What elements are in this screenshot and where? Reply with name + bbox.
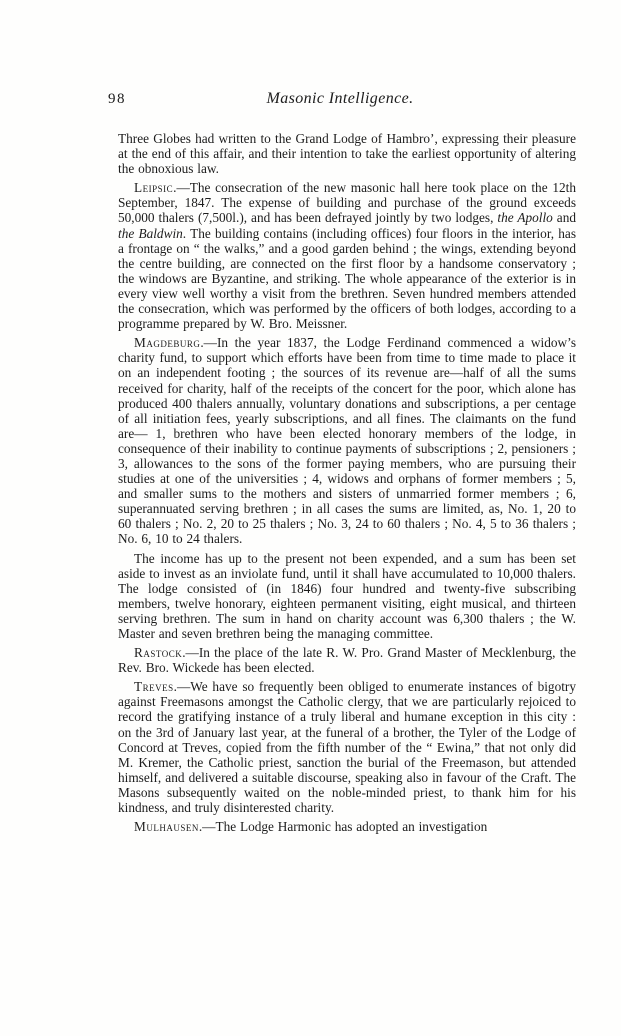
place-name-treves: Treves: [134, 679, 174, 695]
paragraph-treves: [118, 679, 576, 815]
place-name-rastock: Rastock: [134, 645, 183, 661]
paragraph-income: [118, 551, 576, 642]
article-body: [118, 131, 576, 834]
paragraph-text: .—We have so frequently been obliged to enumerate instances of bigotry against Freemasons amongst the Catholic clergy, that we are particularly rejoiced to record the gratifying instance of a truly liberal and humane exception in this city : on the 3rd of January last year, at the funeral of a brother, the Tyler of the Lodge of Concord at Treves, copied from the fifth number of the “ Ewina,” that not only did M. Kremer, the Catholic priest, sanction the burial of the Freemason, but attended himself, and delivered a suitable discourse, speaking also in favour of the Craft. The Masons subsequently waited on the noble-minded priest, to thank him for his kindness, and truly disinterested charity.: [118, 679, 576, 816]
paragraph-text: and: [552, 210, 576, 226]
running-title: Masonic Intelligence.: [266, 90, 414, 107]
page-header: [108, 90, 576, 110]
lodge-name-apollo: the Apollo: [497, 210, 553, 226]
paragraph-text: .—In the year 1837, the Lodge Ferdinand commenced a widow’s charity fund, to support which efforts have been from time to time made to place it on an independent footing ; the sources of its revenue are—half of all the sums received for charity, half of the receipts of the concert for the poor, which alone has produced 400 thalers annually, voluntary donations and subscriptions, a per centage of all initiation fees, yearly subscriptions, and all fines. The claimants on the fund are— 1, brethren who have been elected honorary members of the lodge, in consequence of their inability to continue payments of subscriptions ; 2, pensioners ; 3, allowances to the sons of the former paying members, who are pursuing their studies at one of the universities ; 4, widows and orphans of former members ; 5, and smaller sums to the mothers and sisters of unmarried former members ; 6, superannuated serving brethren ; in all cases the sums are limited, as, No. 1, 20 to 60 thalers ; No. 2, 20 to 25 thalers ; No. 3, 24 to 60 thalers ; No. 4, 5 to 36 thalers ; No. 6, 10 to 24 thalers.: [118, 335, 576, 547]
page-content: [108, 90, 576, 835]
page-number: 98: [108, 91, 126, 107]
paragraph-text: .—In the place of the late R. W. Pro. Grand Master of Mecklenburg, the Rev. Bro. Wickede has been elected.: [118, 645, 576, 676]
place-name-magdeburg: Magdeburg: [134, 335, 201, 351]
paragraph-text: Three Globes had written to the Grand Lodge of Hambro’, expressing their pleasure at the end of this affair, and their intention to take the earliest opportunity of altering the obnoxious law.: [118, 131, 576, 177]
lodge-name-baldwin: the Baldwin: [118, 225, 183, 241]
paragraph-text: . The building contains (including offices) four floors in the interior, has a frontage on “ the walks,” and a good garden behind ; the wings, extending beyond the centre building, are connected on the first floor by a handsome conservatory ; the windows are Byzantine, and striking. The whole appearance of the exterior is in every view well worthy a visit from the brethren. Seven hundred members attended the consecration, which was performed by the officers of both lodges, according to a programme prepared by W. Bro. Meissner.: [118, 225, 576, 332]
place-name-leipsic: Leipsic: [134, 180, 174, 196]
paragraph-rastock: [118, 645, 576, 675]
paragraph-magdeburg: [118, 335, 576, 546]
paragraph-text: .—The Lodge Harmonic has adopted an investigation: [198, 819, 488, 835]
paragraph-mulhausen: [118, 819, 576, 834]
place-name-mulhausen: Mulhausen: [134, 819, 199, 835]
paragraph-text: The income has up to the present not been expended, and a sum has been set aside to invest as an inviolate fund, until it shall have accumulated to 10,000 thalers. The lodge consisted of (in 1846) four hundred and twenty-five subscribing members, twelve honorary, eighteen permanent visiting, eight musical, and thirteen serving brethren. The sum in hand on charity account was 6,300 thalers ; the W. Master and seven brethren being the managing committee.: [118, 550, 576, 641]
paragraph-three-globes: [118, 131, 576, 176]
paragraph-text: .—The consecration of the new masonic hall here took place on the 12th September, 1847. The expense of building and purchase of the ground exceeds 50,000 thalers (7,500l.), and has been defrayed jointly by two lodges,: [118, 180, 576, 226]
paragraph-leipsic: [118, 180, 576, 331]
